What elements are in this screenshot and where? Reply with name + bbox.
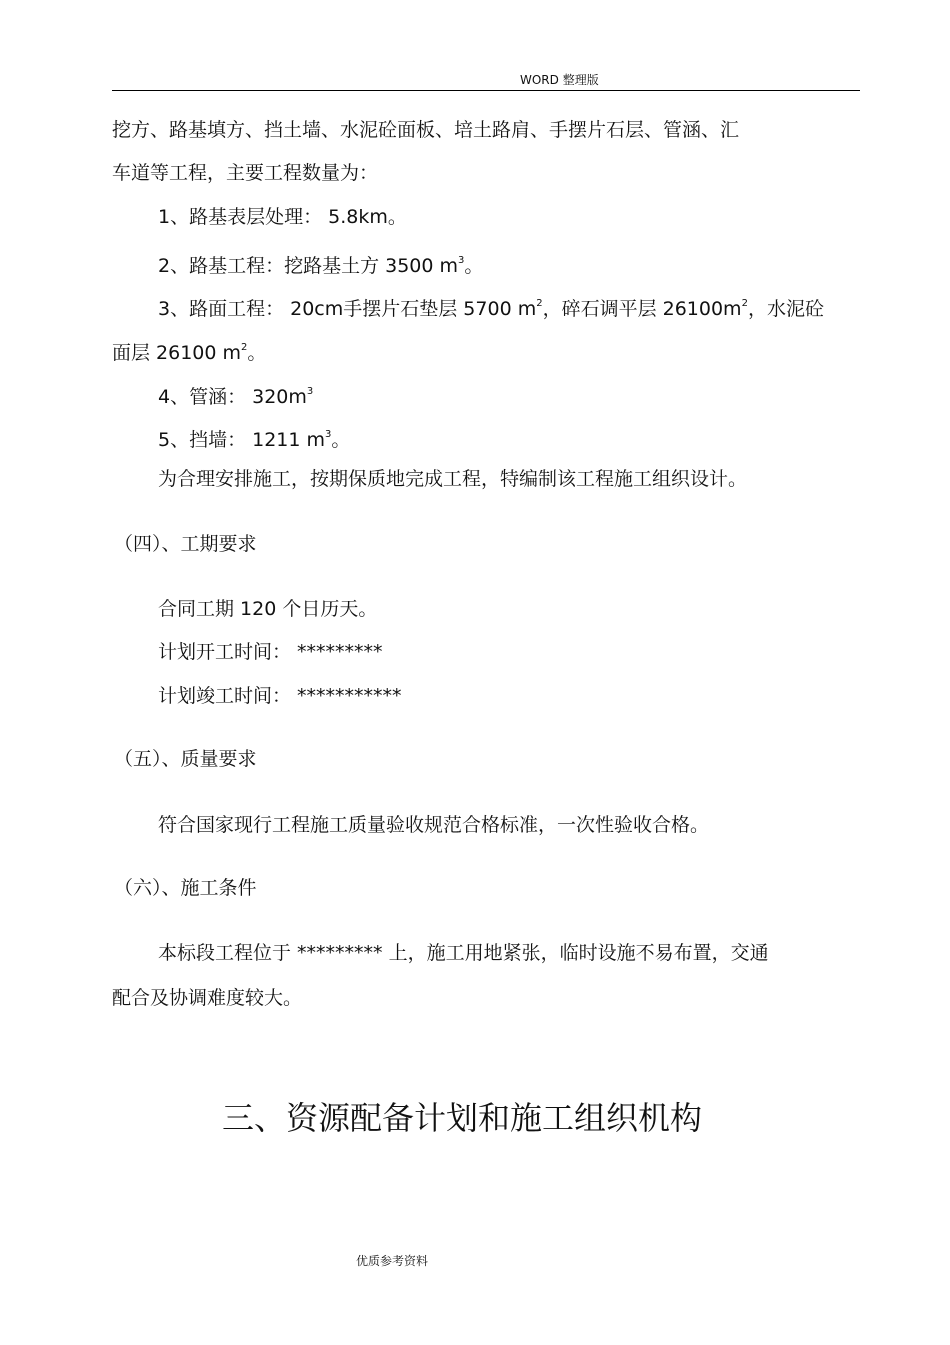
- section-heading-quality: （五）、质量要求: [114, 748, 257, 770]
- superscript-2: 2: [536, 298, 543, 309]
- period: 。: [247, 342, 267, 364]
- conditions-text-1: 本标段工程位于 ********* 上，施工用地紧张，临时设施不易布置，交通: [158, 942, 769, 964]
- section-heading-conditions: （六）、施工条件: [114, 877, 257, 899]
- planned-start: 计划开工时间： *********: [158, 641, 383, 663]
- body-line-2: 车道等工程，主要工程数量为：: [112, 162, 379, 184]
- body-line-1: 挖方、路基填方、挡土墙、水泥砼面板、培土路肩、手摆片石层、管涵、汇: [112, 119, 740, 141]
- superscript-3: 3: [325, 429, 332, 440]
- item-3-end: ，水泥砼: [747, 298, 824, 320]
- planned-finish: 计划竣工时间： ***********: [158, 685, 402, 707]
- superscript-2: 2: [741, 298, 748, 309]
- superscript-2: 2: [241, 342, 248, 353]
- item-4-text: 4、管涵： 320m: [158, 386, 307, 408]
- conditions-text-2: 配合及协调难度较大。: [112, 987, 303, 1009]
- item-4: [158, 379, 313, 410]
- page-header-text: WORD 整理版: [520, 73, 599, 87]
- period: 。: [331, 429, 351, 451]
- item-2: [158, 248, 483, 279]
- superscript-3: 3: [458, 255, 465, 266]
- item-5-text: 5、挡墙： 1211 m: [158, 429, 326, 451]
- body-paragraph-plan: 为合理安排施工，按期保质地完成工程，特编制该工程施工组织设计。: [158, 468, 748, 490]
- item-3-text: 3、路面工程： 20cm手摆片石垫层 5700 m: [158, 298, 537, 320]
- superscript-3: 3: [306, 386, 314, 397]
- item-5: [158, 422, 350, 453]
- section-heading-schedule: （四）、工期要求: [114, 533, 257, 555]
- item-3-cont-text: 面层 26100 m: [112, 342, 242, 364]
- header-rule: [112, 90, 860, 91]
- item-3-continued: [112, 335, 266, 366]
- page-footer-text: 优质参考资料: [356, 1254, 429, 1268]
- contract-period: 合同工期 120 个日历天。: [158, 598, 378, 620]
- period: 。: [464, 255, 484, 277]
- item-1: 1、路基表层处理： 5.8km。: [158, 206, 407, 228]
- item-3-mid: ，碎石调平层 26100m: [542, 298, 742, 320]
- quality-text: 符合国家现行工程施工质量验收规范合格标准，一次性验收合格。: [158, 814, 710, 836]
- chapter-title: 三、资源配备计划和施工组织机构: [222, 1099, 703, 1137]
- item-3: [158, 291, 824, 322]
- item-2-text: 2、路基工程：挖路基土方 3500 m: [158, 255, 459, 277]
